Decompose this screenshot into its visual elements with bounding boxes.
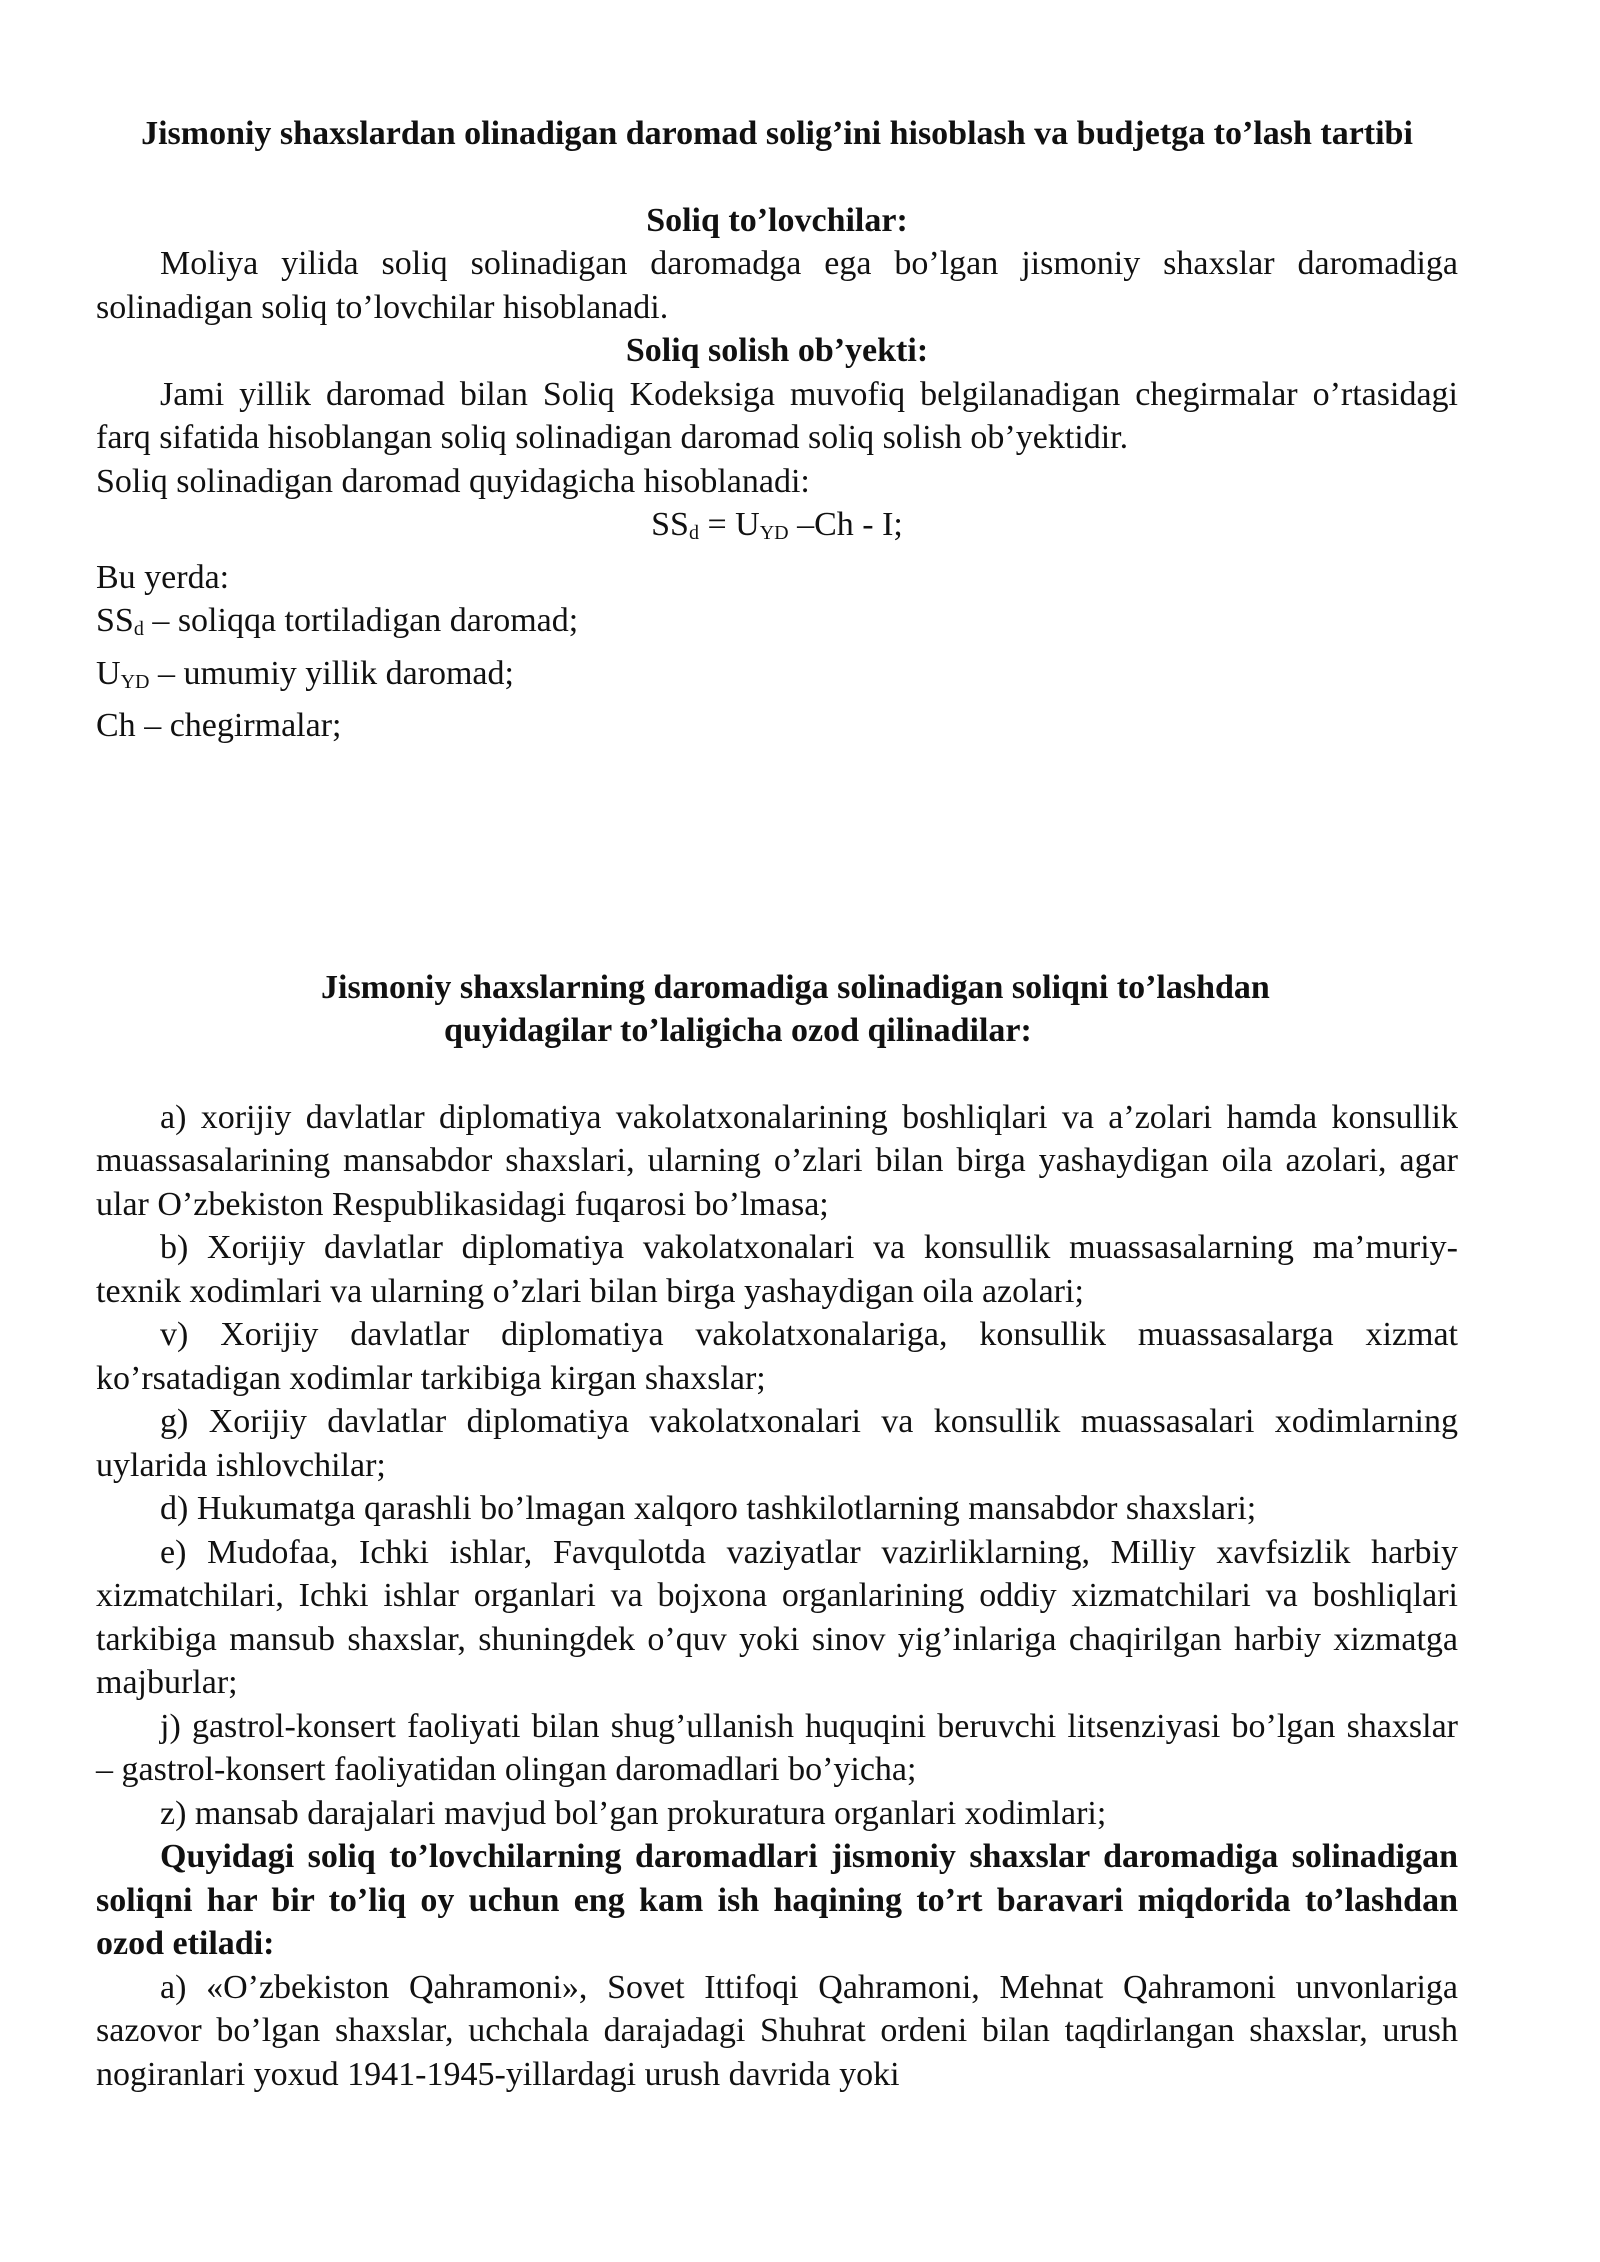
formula [96, 503, 1458, 556]
exemption-item: e) Mudofaa, Ichki ishlar, Favqulotda vaziyatlar vazirliklarning, Milliy xavfsizlik harbiy xizmatchilari, Ichki ishlar organlari va bojxona organlarining oddiy xizmatchilari va boshliqlari tarkibiga mansub shaxslar, shuningdek o’quv yoki sinov yig’inlariga chaqirilgan harbiy xizmatga majburlar; [96, 1533, 1458, 1701]
legend-sub: d [133, 618, 144, 640]
section2-title-line1: Jismoniy shaxslarning daromadiga solinadigan soliqni to’lashdan [321, 968, 1270, 1006]
object-heading: Soliq solish ob’yekti: [625, 332, 929, 369]
exemption-item: b) Xorijiy davlatlar diplomatiya vakolatxonalari va konsullik muassasalarning ma’muriy-texnik xodimlari va ularning o’zlari bilan birga yashaydigan oila azolari; [96, 1229, 1458, 1310]
legend-symbol: U [96, 654, 121, 692]
section2-title-line2: quyidagilar to’laligicha ozod qilinadilar: [444, 1012, 1032, 1049]
legend-item [96, 704, 1458, 748]
document-page [96, 112, 1458, 2096]
exemption-item: d) Hukumatga qarashli bo’lmagan xalqoro tashkilotlarning mansabdor shaxslari; [160, 1490, 1257, 1527]
formula-ss: SS [651, 506, 689, 543]
partial-exemption-heading: Quyidagi soliq to’lovchilarning daromadlari jismoniy shaxslar daromadiga solinadigan soliqni har bir to’liq oy uchun eng kam ish haqining to’rt baravari miqdorida to’lashdan ozod etiladi: [96, 1838, 1458, 1962]
calc-paragraph: Soliq solinadigan daromad quyidagicha hisoblanadi: [96, 462, 810, 500]
payers-heading: Soliq to’lovchilar: [646, 201, 908, 239]
legend-sub: YD [120, 670, 150, 693]
legend-text: – umumiy yillik daromad; [149, 654, 514, 692]
exemption-item: g) Xorijiy davlatlar diplomatiya vakolatxonalari va konsullik muassasalari xodimlarning uylarida ishlovchilar; [96, 1403, 1458, 1484]
legend-text: – soliqqa tortiladigan daromad; [143, 602, 579, 639]
payers-paragraph: Moliya yilida soliq solinadigan daromadga ega bo’lgan jismoniy shaxslar daromadiga solinadigan soliq to’lovchilar hisoblanadi. [96, 245, 1458, 326]
section1-title: Jismoniy shaxslardan olinadigan daromad solig’ini hisoblash va budjetga to’lash tartibi [141, 115, 1413, 152]
legend-text: – chegirmalar; [135, 707, 342, 744]
legend-item [96, 652, 1458, 705]
exemption-item: a) xorijiy davlatlar diplomatiya vakolatxonalarining boshliqlari va a’zolari hamda konsullik muassasalarining mansabdor shaxslari, ularning o’zlari bilan birga yashaydigan oila azolari, agar ular O’zbekiston Respublikasidagi fuqarosi bo’lmasa; [96, 1098, 1458, 1223]
exemption-item: v) Xorijiy davlatlar diplomatiya vakolatxonalariga, konsullik muassasalarga xizmat ko’rsatadigan xodimlar tarkibiga kirgan shaxslar; [96, 1316, 1458, 1397]
object-paragraph: Jami yillik daromad bilan Soliq Kodeksiga muvofiq belgilanadigan chegirmalar o’rtasidagi farq sifatida hisoblangan soliq solinadigan daromad soliq solish ob’yektidir. [96, 375, 1458, 456]
exemption-item: z) mansab darajalari mavjud bol’gan prokuratura organlari xodimlari; [160, 1794, 1107, 1832]
legend-symbol: Ch [96, 707, 136, 744]
where-label: Bu yerda: [96, 558, 230, 596]
formula-u-sub: YD [759, 522, 789, 544]
formula-rest: –Ch - I; [788, 506, 903, 543]
legend-symbol: SS [96, 602, 134, 639]
formula-ss-sub: d [688, 522, 699, 544]
formula-eq: = U [698, 506, 760, 543]
legend-item [96, 599, 1458, 652]
exemption-item: j) gastrol-konsert faoliyati bilan shug’ullanish huquqini beruvchi litsenziyasi bo’lgan shaxslar – gastrol-konsert faoliyatidan olingan daromadlari bo’yicha; [96, 1707, 1458, 1788]
partial-exemption-item: a) «O’zbekiston Qahramoni», Sovet Ittifoqi Qahramoni, Mehnat Qahramoni unvonlariga sazovor bo’lgan shaxslar, uchchala darajadagi Shuhrat ordeni bilan taqdirlangan shaxslar, urush nogiranlari yoxud 1941-1945-yillardagi urush davrida yoki [96, 1968, 1458, 2093]
